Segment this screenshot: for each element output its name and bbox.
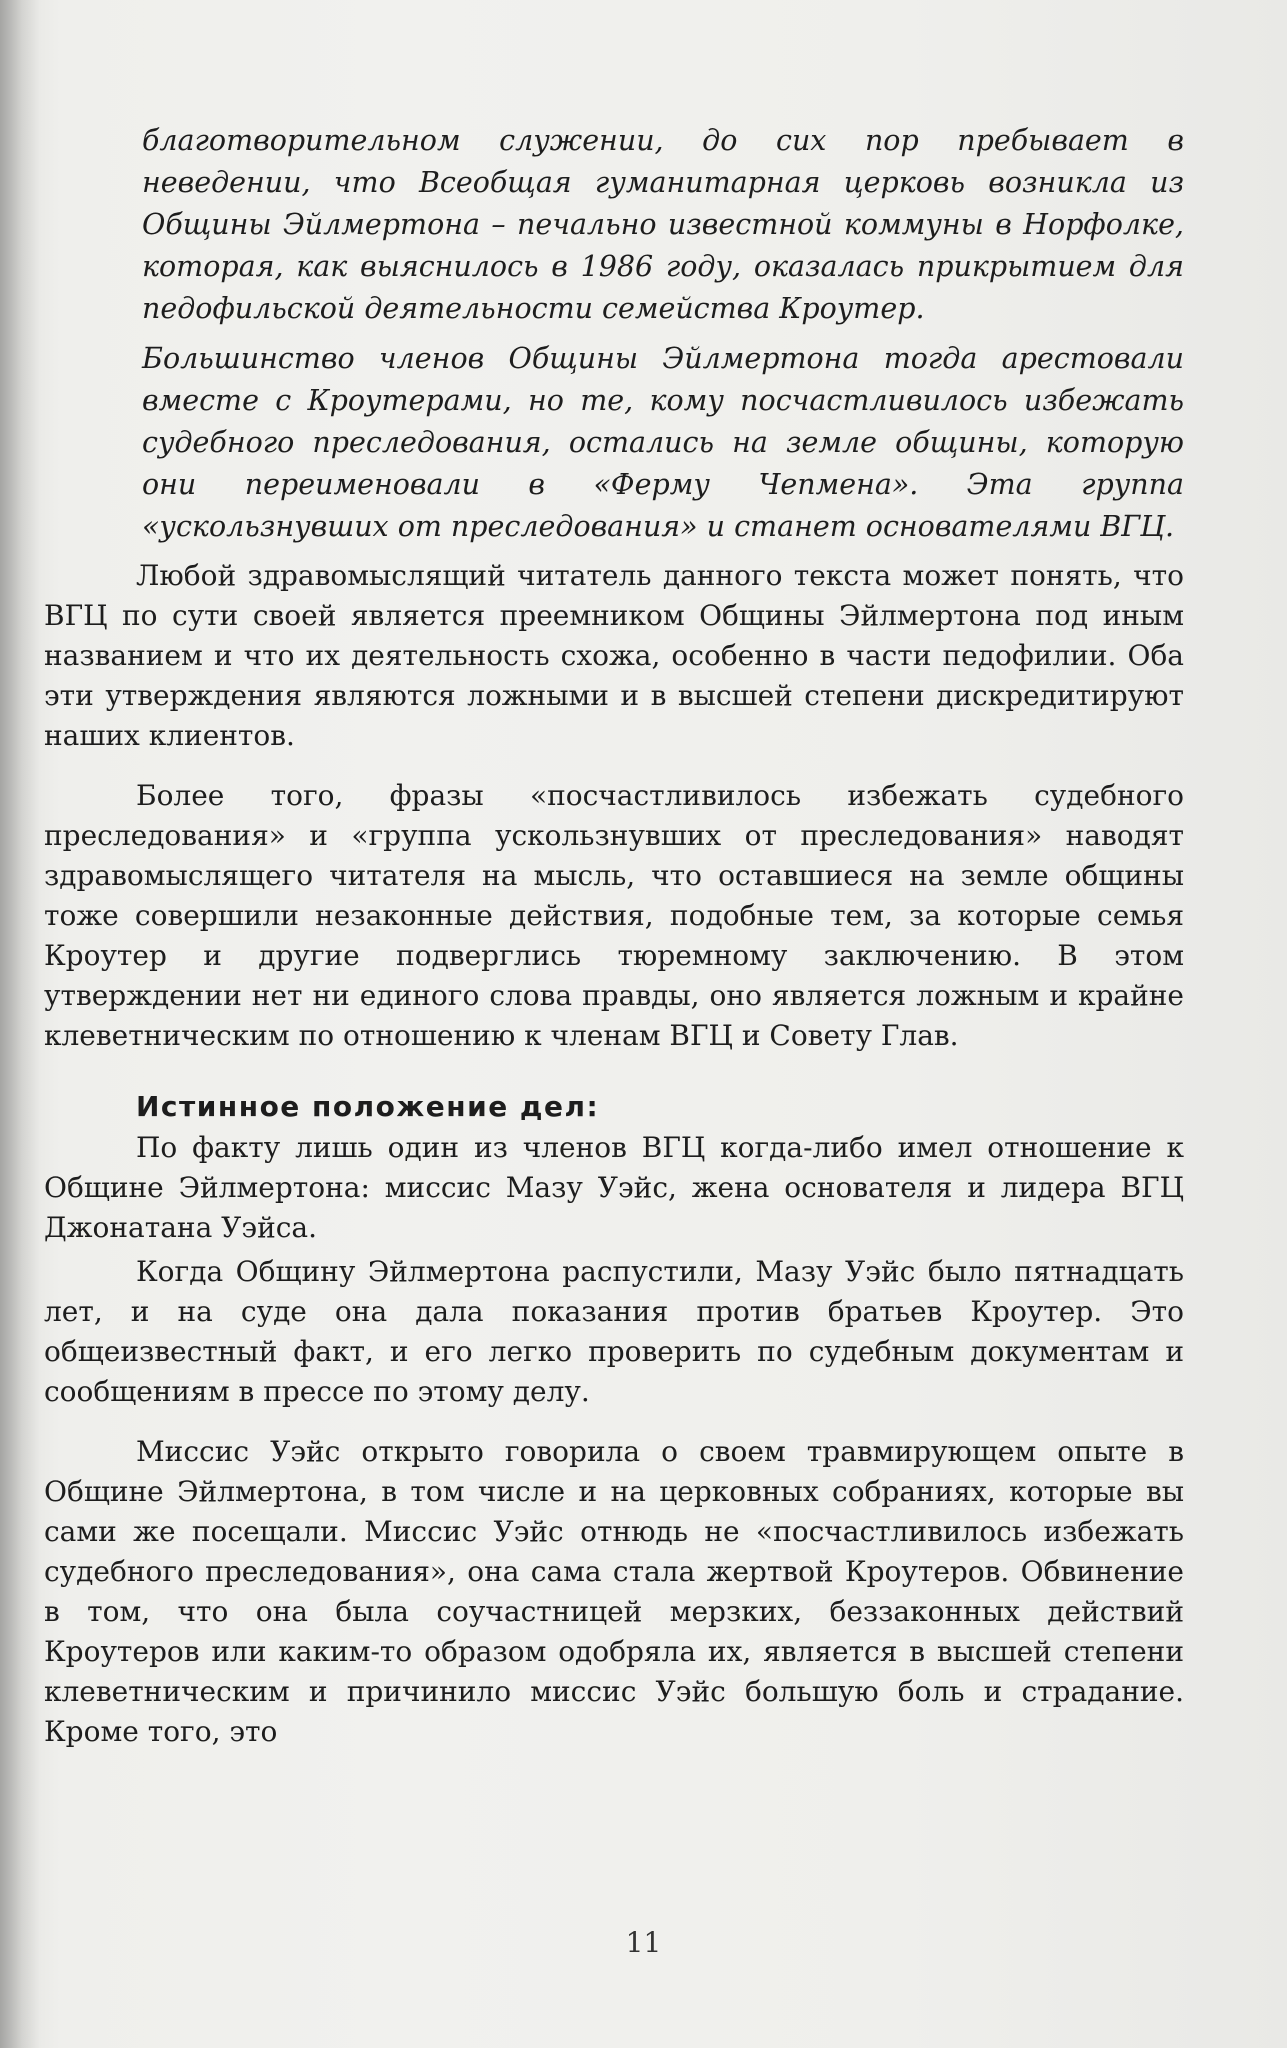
section-heading: Истинное положение дел: [136,1090,600,1123]
quoted-excerpt [142,120,1184,548]
paragraph-reader-interpretation: Любой здравомыслящий читатель данного текста может понять, что ВГЦ по сути своей является преемником Общины Эйлмертона под иным названием и что их деятельность схожа, особенно в части педофилии. Оба эти утверждения являются ложными и в высшей степени дискредитируют наших клиентов. [44,559,1184,752]
paragraph-mrs-wace: Миссис Уэйс открыто говорила о своем травмирующем опыте в Общине Эйлмертона, в том числе и на церковных собраниях, которые вы сами же посещали. Миссис Уэйс отнюдь не «посчастливилось избежать судебного преследования», она сама стала жертвой Кроутеров. Обвинение в том, что она была соучастницей мерзких, беззаконных действий Кроутеров или каким-то образом одобряла их, является в высшей степени клеветническим и причинило миссис Уэйс большую боль и страдание. Кроме того, это [44,1435,1184,1748]
paragraph-commune-dissolved: Когда Общину Эйлмертона распустили, Мазу Уэйс было пятнадцать лет, и на суде она дала показания против братьев Кроутер. Это общеизвестный факт, и его легко проверить по судебным документам и сообщениям в прессе по этому делу. [44,1255,1184,1408]
paragraph-facts: По факту лишь один из членов ВГЦ когда-либо имел отношение к Общине Эйлмертона: миссис Мазу Уэйс, жена основателя и лидера ВГЦ Джонатана Уэйса. [44,1131,1184,1244]
paragraph-phrases-implication: Более того, фразы «посчастливилось избежать судебного преследования» и «группа ускользнувших от преследования» наводят здравомыслящего читателя на мысль, что оставшиеся на земле общины тоже совершили незаконные действия, подобные тем, за которые семья Кроутер и другие подверглись тюремному заключению. В этом утверждении нет ни единого слова правды, оно является ложным и крайне клеветническим по отношению к членам ВГЦ и Совету Глав. [44,779,1184,1052]
quote-paragraph-2: Большинство членов Общины Эйлмертона тогда арестовали вместе с Кроутерами, но те, кому посчастливилось избежать судебного преследования, остались на земле общины, которую они переименовали в «Ферму Чепмена». Эта группа «ускользнувших от преследования» и станет основателями ВГЦ. [142,342,1184,543]
page-number: 11 [625,1926,662,1959]
page-content [44,120,1184,1752]
spine-shadow [0,0,40,2048]
body-text [44,556,1184,1752]
quote-paragraph-1: благотворительном служении, до сих пор пребывает в неведении, что Всеобщая гуманитарная церковь возникла из Общины Эйлмертона – печально известной коммуны в Норфолке, которая, как выяснилось в 1986 году, оказалась прикрытием для педофильской деятельности семейства Кроутер. [142,124,1184,325]
